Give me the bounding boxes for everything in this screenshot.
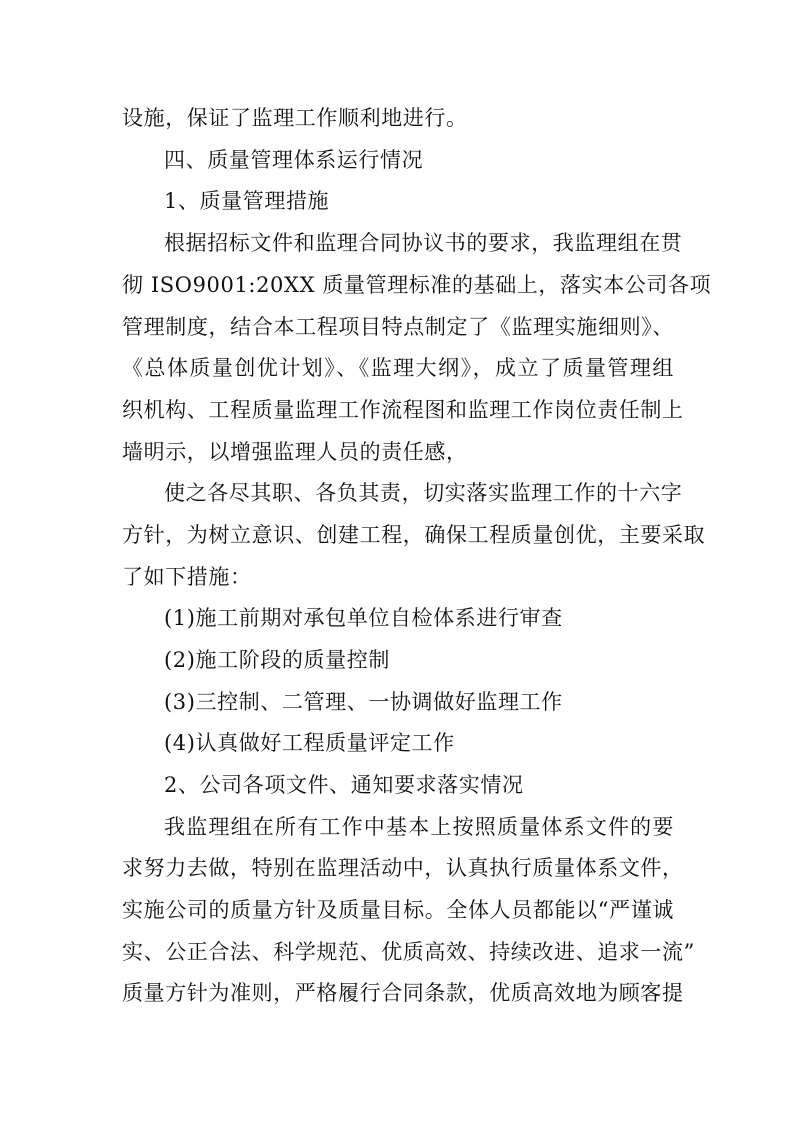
subsection-heading: 1、质量管理措施 [164, 189, 330, 213]
paragraph-line: 管理制度，结合本工程项目特点制定了《监理实施细则》、 [122, 315, 674, 339]
paragraph-line: 我监理组在所有工作中基本上按照质量体系文件的要 [164, 815, 674, 839]
paragraph-line: 墙明示，以增强监理人员的责任感， [122, 440, 468, 464]
section-heading: 四、质量管理体系运行情况 [164, 148, 424, 172]
paragraph-line: 使之各尽其职、各负其责，切实落实监理工作的十六字 [164, 481, 683, 505]
paragraph-line: 求努力去做，特别在监理活动中，认真执行质量体系文件， [122, 856, 684, 880]
list-item: (1)施工前期对承包单位自检体系进行审查 [164, 606, 563, 630]
paragraph-line: 织机构、工程质量监理工作流程图和监理工作岗位责任制上 [122, 398, 684, 422]
paragraph-line: 方针，为树立意识、创建工程，确保工程质量创优，主要采取 [122, 523, 706, 547]
list-item: (4)认真做好工程质量评定工作 [164, 731, 455, 755]
paragraph-line: 实施公司的质量方针及质量目标。全体人员都能以“严谨诚 [122, 898, 674, 922]
body-line: 设施，保证了监理工作顺利地进行。 [122, 106, 468, 130]
list-item: (3)三控制、二管理、一协调做好监理工作 [164, 690, 563, 714]
paragraph-line: 《总体质量创优计划》、《监理大纲》，成立了质量管理组 [122, 356, 674, 380]
paragraph-line: 了如下措施： [122, 565, 252, 589]
list-item: (2)施工阶段的质量控制 [164, 648, 390, 672]
paragraph-line: 实、公正合法、科学规范、优质高效、持续改进、追求一流” [122, 940, 695, 964]
paragraph-line: 根据招标文件和监理合同协议书的要求，我监理组在贯 [164, 231, 683, 255]
paragraph-line: 彻 ISO9001:20XX 质量管理标准的基础上，落实本公司各项 [122, 273, 712, 297]
subsection-heading: 2、公司各项文件、通知要求落实情况 [164, 773, 524, 797]
paragraph-line: 质量方针为准则，严格履行合同条款，优质高效地为顾客提 [122, 981, 684, 1005]
